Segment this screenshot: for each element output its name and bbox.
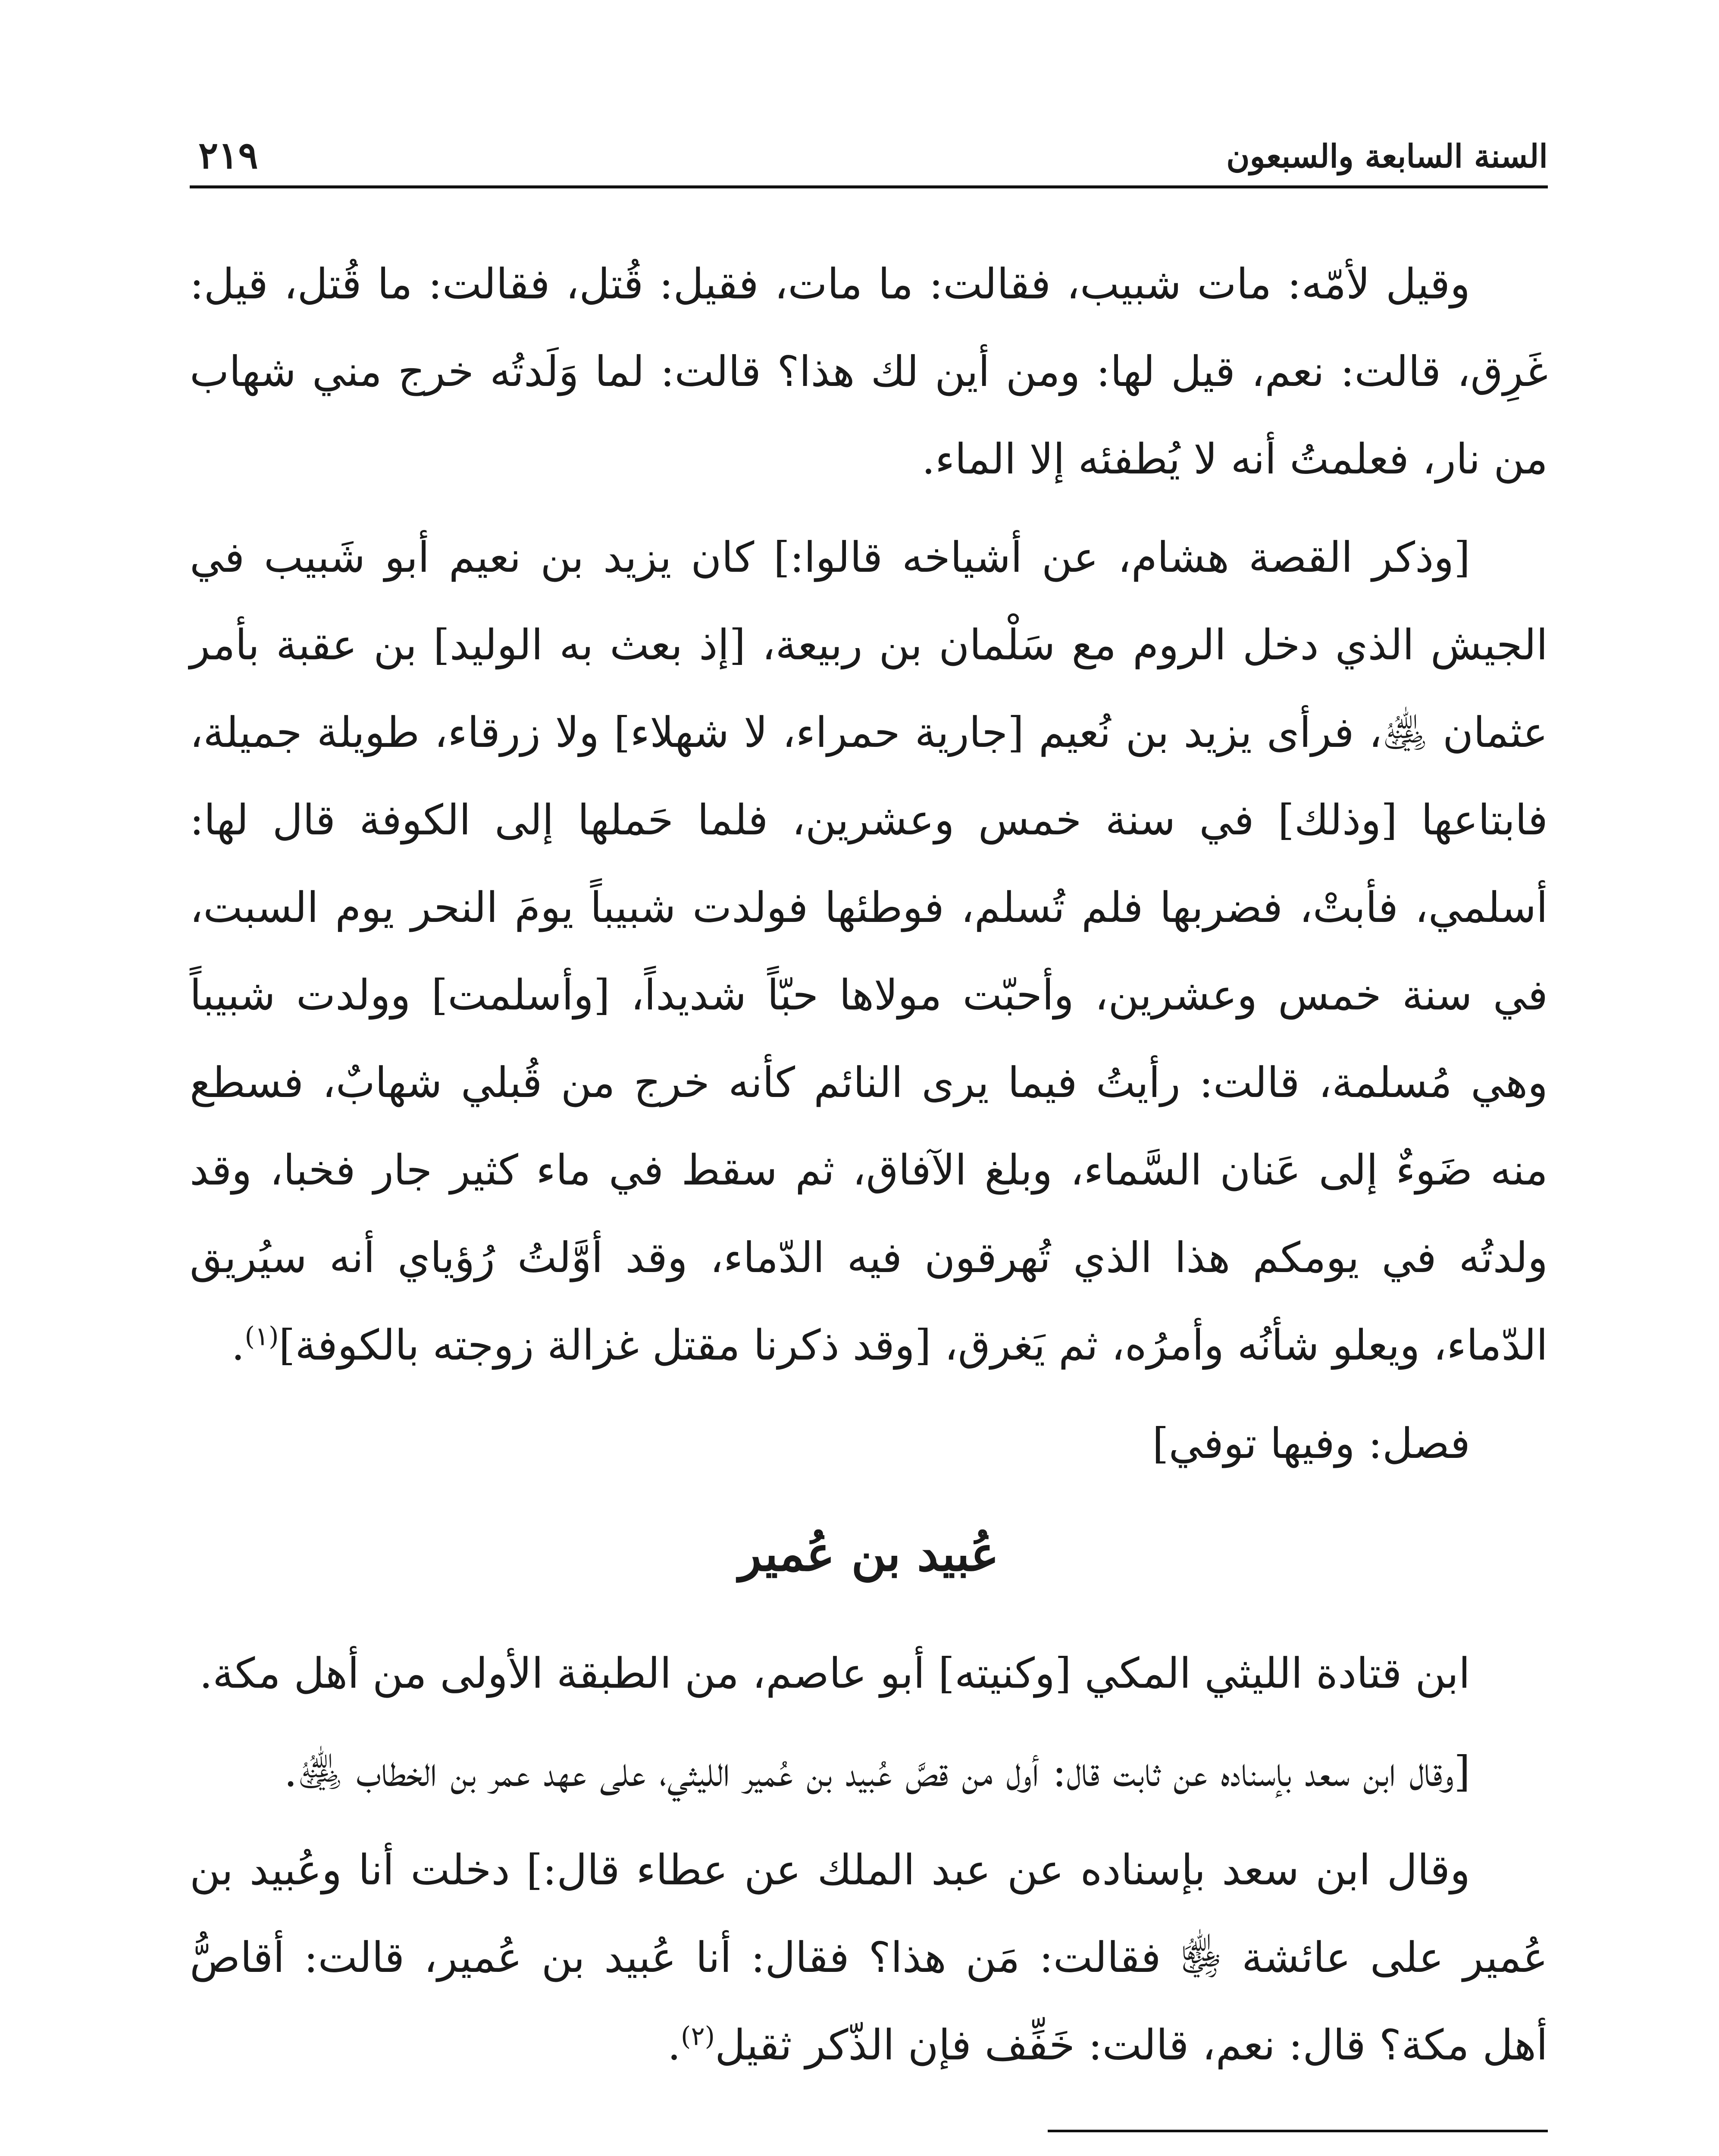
paragraph [190, 1400, 1548, 1487]
footnote-marker: (٢) [681, 2021, 715, 2052]
paragraph-text: وقيل لأمّه: مات شبيب، فقالت: ما مات، فقيل: قُتل، فقالت: ما قُتل، قيل: غَرِق، قالت: نعم، قيل لها: ومن أين لك هذا؟ قالت: لما وَلَدتُه خرج مني شهاب من نار، فعلمتُ أنه لا يُطفئه إلا الماء. [190, 260, 1548, 483]
paragraph [190, 1630, 1548, 1717]
page [190, 129, 1548, 2156]
paragraph-text: فصل: وفيها توفي] [1152, 1419, 1470, 1468]
paragraph: [وذكر القصة هشام، عن أشياخه قالوا:] كان يزيد بن نعيم أبو شَبيب في الجيش الذي دخل الروم مع سَلْمان بن ربيعة، [إذ بعث به الوليد] بن عقبة بأمر عثمان ﵁، فرأى يزيد بن نُعيم [جارية حمراء، لا شهلاء] ولا زرقاء، طويلة جميلة، فابتاعها [وذلك] في سنة خمس وعشرين، فلما حَملها إلى الكوفة قال لها: أسلمي، فأبتْ، فضربها فلم تُسلم، فوطئها فولدت شبيباً يومَ النحر يوم السبت، في سنة خمس وعشرين، وأحبّت مولاها حبّاً شديداً، [وأسلمت] وولدت شبيباً وهي مُسلمة، قالت: رأيتُ فيما يرى النائم كأنه خرج من قُبلي شهابٌ، فسطع منه ضَوءٌ إلى عَنان السَّماء، وبلغ الآفاق، ثم سقط في ماء كثير جار فخبا، وقد ولدتُه في يومكم هذا الذي تُهرقون فيه الدّماء، وقد أوَّلتُ رُؤياي أنه سيُريق الدّماء، ويعلو شأنُه وأمرُه، ثم يَغرق، [وقد ذكرنا مقتل غزالة زوجته بالكوفة]$^{(١)}$. [190, 533, 1548, 1369]
footnote-divider [1048, 2130, 1548, 2132]
paragraph [190, 240, 1548, 503]
paragraph-text: [وقال ابن سعد بإسناده عن ثابت قال: أول من قصَّ عُبيد بن عُمير الليثي، على عهد عمر بن الخطاب ﵁. [284, 1747, 1470, 1796]
footnotes [190, 2154, 1548, 2156]
footnote [190, 2154, 1548, 2156]
paragraph: وقال ابن سعد بإسناده عن عبد الملك عن عطاء قال:] دخلت أنا وعُبيد بن عُمير على عائشة ﵂ فقالت: مَن هذا؟ فقال: أنا عُبيد بن عُمير، قالت: أقاصُّ أهل مكة؟ قال: نعم، قالت: خَفِّف فإن الذّكر ثقيل$^{(٢)}$. [190, 1846, 1548, 2069]
page-number: ٢١٩ [198, 134, 258, 177]
paragraph-text: ابن قتادة الليثي المكي [وكنيته] أبو عاصم، من الطبقة الأولى من أهل مكة. [199, 1649, 1470, 1698]
running-title: السنة السابعة والسبعون [1226, 138, 1548, 175]
page-header [190, 129, 1548, 188]
paragraph [190, 1728, 1548, 1815]
footnote-marker: (١) [244, 1321, 279, 1352]
section-title: عُبيد بن عُمير [739, 1526, 999, 1582]
paragraph-text: [وذكر القصة هشام، عن أشياخه قالوا:] كان يزيد بن نعيم أبو شَبيب في الجيش الذي دخل الروم مع سَلْمان بن ربيعة، [إذ بعث به الوليد] بن عقبة بأمر عثمان ﵁، فرأى يزيد بن نُعيم [جارية حمراء، لا شهلاء] ولا زرقاء، طويلة جميلة، فابتاعها [وذلك] في سنة خمس وعشرين، فلما حَملها إلى الكوفة قال لها: أسلمي، فأبتْ، فضربها فلم تُسلم، فوطئها فولدت شبيباً يومَ النحر يوم السبت، في سنة خمس وعشرين، وأحبّت مولاها حبّاً شديداً، [وأسلمت] وولدت شبيباً وهي مُسلمة، قالت: رأيتُ فيما يرى النائم كأنه خرج من قُبلي شهابٌ، فسطع منه ضَوءٌ إلى عَنان السَّماء، وبلغ الآفاق، ثم سقط في ماء كثير جار فخبا، وقد ولدتُه في يومكم هذا الذي تُهرقون فيه الدّماء، وقد أوَّلتُ رُؤياي أنه سيُريق الدّماء، ويعلو شأنُه وأمرُه، ثم يَغرق، [وقد ذكرنا مقتل غزالة زوجته بالكوفة] [190, 533, 1548, 1369]
paragraph-text: وقال ابن سعد بإسناده عن عبد الملك عن عطاء قال:] دخلت أنا وعُبيد بن عُمير على عائشة ﵂ فقالت: مَن هذا؟ فقال: أنا عُبيد بن عُمير، قالت: أقاصُّ أهل مكة؟ قال: نعم، قالت: خَفِّف فإن الذّكر ثقيل [190, 1846, 1548, 2069]
main-text [190, 240, 1548, 2089]
